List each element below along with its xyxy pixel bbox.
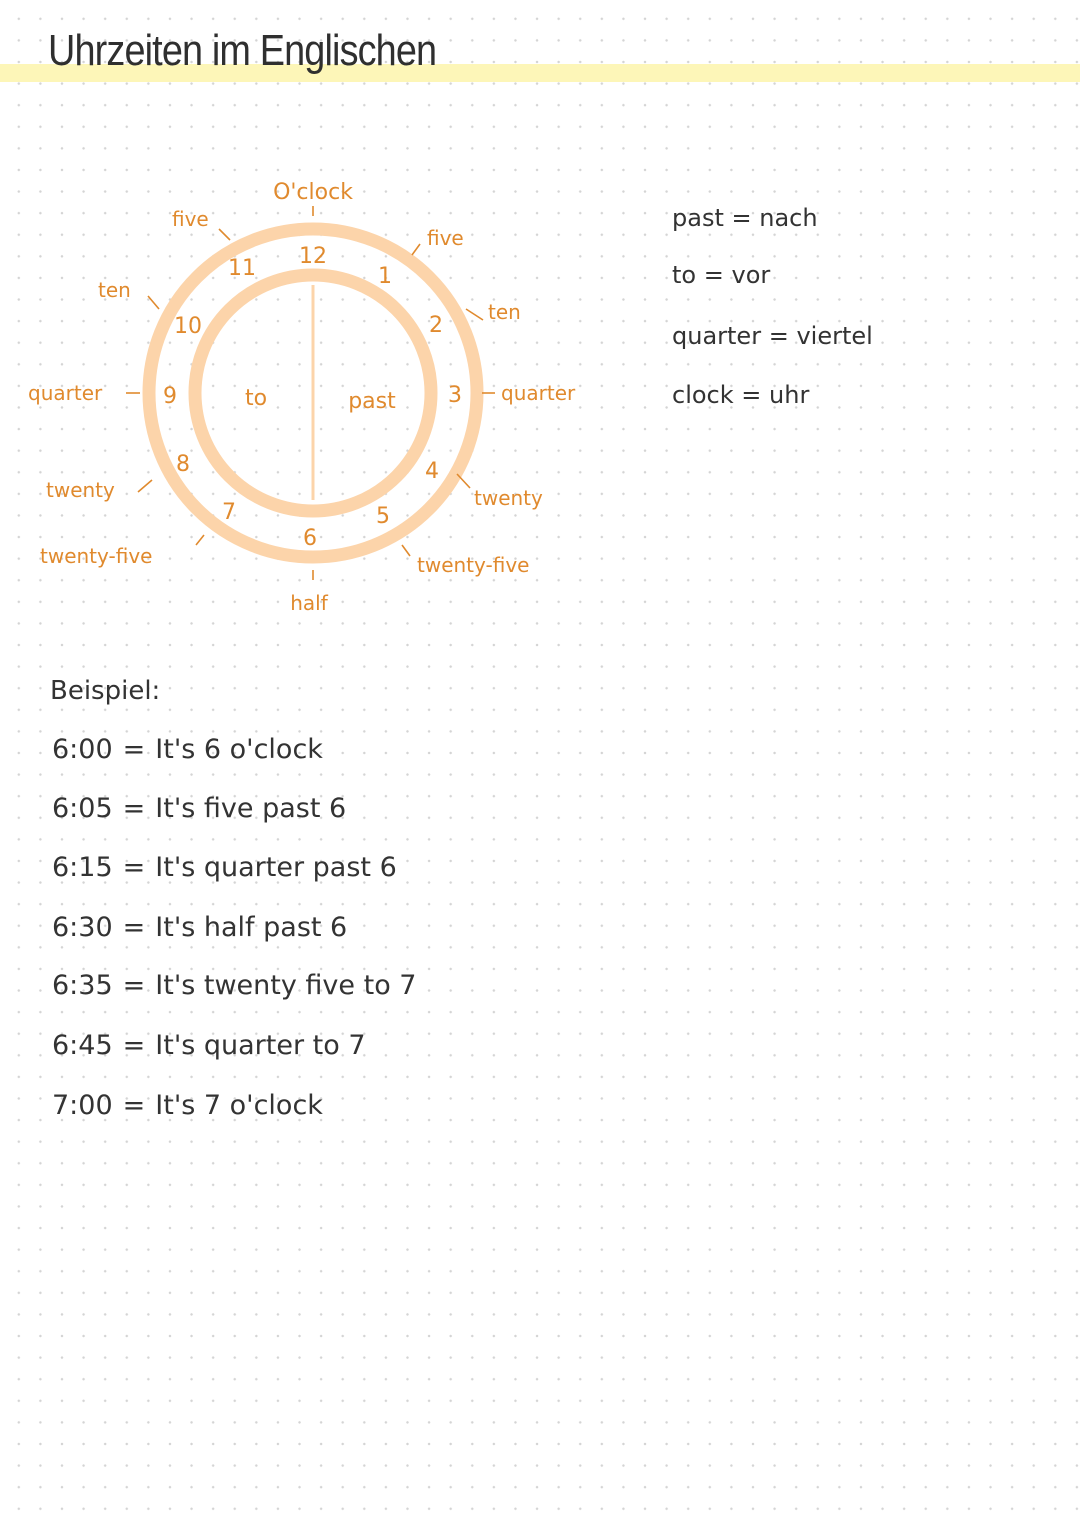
- clock-number-11: 11: [228, 256, 256, 281]
- example-row: [52, 970, 416, 1001]
- glossary-row: [672, 381, 809, 409]
- example-row: [52, 793, 346, 824]
- glossary-row: [672, 322, 873, 350]
- clock-number-10: 10: [174, 314, 202, 339]
- clock-number-9: 9: [163, 384, 177, 409]
- glossary-term: quarter: [672, 322, 762, 350]
- example-equals: =: [122, 912, 146, 943]
- half-label: half: [290, 591, 328, 615]
- clock-diagram: [0, 0, 1080, 640]
- example-text: It's quarter past 6: [155, 852, 397, 883]
- example-row: [52, 734, 323, 765]
- glossary-meaning: vor: [731, 261, 771, 289]
- example-time: 7:00: [52, 1090, 113, 1121]
- example-time: 6:00: [52, 734, 113, 765]
- example-row: [52, 912, 347, 943]
- glossary-meaning: uhr: [769, 381, 810, 409]
- oclock-label: O'clock: [273, 180, 353, 205]
- example-text: It's twenty five to 7: [155, 970, 417, 1001]
- example-row: [52, 1030, 366, 1061]
- left-ten-label: ten: [98, 278, 131, 302]
- clock-number-6: 6: [303, 526, 317, 551]
- example-text: It's 7 o'clock: [155, 1090, 323, 1121]
- example-equals: =: [122, 1030, 146, 1061]
- example-time: 6:15: [52, 852, 113, 883]
- glossary-equals: =: [741, 381, 762, 409]
- example-time: 6:30: [52, 912, 113, 943]
- right-ten-label: ten: [488, 300, 521, 324]
- glossary-equals: =: [731, 204, 752, 232]
- left-twenty-five-label: twenty-five: [40, 544, 153, 568]
- clock-number-7: 7: [222, 500, 236, 525]
- clock-number-4: 4: [425, 459, 439, 484]
- example-equals: =: [122, 793, 146, 824]
- glossary-row: [672, 204, 818, 232]
- clock-number-8: 8: [176, 452, 190, 477]
- to-label: to: [244, 386, 268, 411]
- glossary-meaning: viertel: [796, 322, 873, 350]
- glossary-term: to: [672, 261, 697, 289]
- past-label: past: [348, 389, 396, 414]
- example-equals: =: [122, 1090, 146, 1121]
- right-twenty-label: twenty: [474, 486, 543, 510]
- clock-number-2: 2: [429, 313, 443, 338]
- clock-number-1: 1: [378, 264, 392, 289]
- example-time: 6:45: [52, 1030, 113, 1061]
- glossary-equals: =: [703, 261, 724, 289]
- left-twenty-label: twenty: [46, 478, 115, 502]
- glossary-term: clock: [672, 381, 734, 409]
- example-text: It's half past 6: [155, 912, 348, 943]
- left-five-label: five: [172, 207, 209, 231]
- clock-number-12: 12: [299, 244, 327, 269]
- right-five-label: five: [427, 226, 464, 250]
- example-text: It's quarter to 7: [155, 1030, 366, 1061]
- page-title: Uhrzeiten im Englischen: [48, 26, 437, 75]
- example-text: It's five past 6: [155, 793, 347, 824]
- example-equals: =: [122, 852, 146, 883]
- clock-number-3: 3: [448, 383, 462, 408]
- glossary-meaning: nach: [759, 204, 818, 232]
- right-twenty-five-label: twenty-five: [417, 553, 530, 577]
- glossary-term: past: [672, 204, 724, 232]
- example-time: 6:05: [52, 793, 113, 824]
- example-equals: =: [122, 734, 146, 765]
- example-text: It's 6 o'clock: [155, 734, 323, 765]
- example-row: [52, 852, 397, 883]
- glossary-row: [672, 261, 770, 289]
- example-time: 6:35: [52, 970, 113, 1001]
- clock-number-5: 5: [376, 504, 390, 529]
- examples-heading: Beispiel:: [50, 676, 161, 706]
- left-quarter-label: quarter: [28, 381, 103, 405]
- glossary-equals: =: [768, 322, 789, 350]
- right-quarter-label: quarter: [501, 381, 576, 405]
- example-equals: =: [122, 970, 146, 1001]
- example-row: [52, 1090, 323, 1121]
